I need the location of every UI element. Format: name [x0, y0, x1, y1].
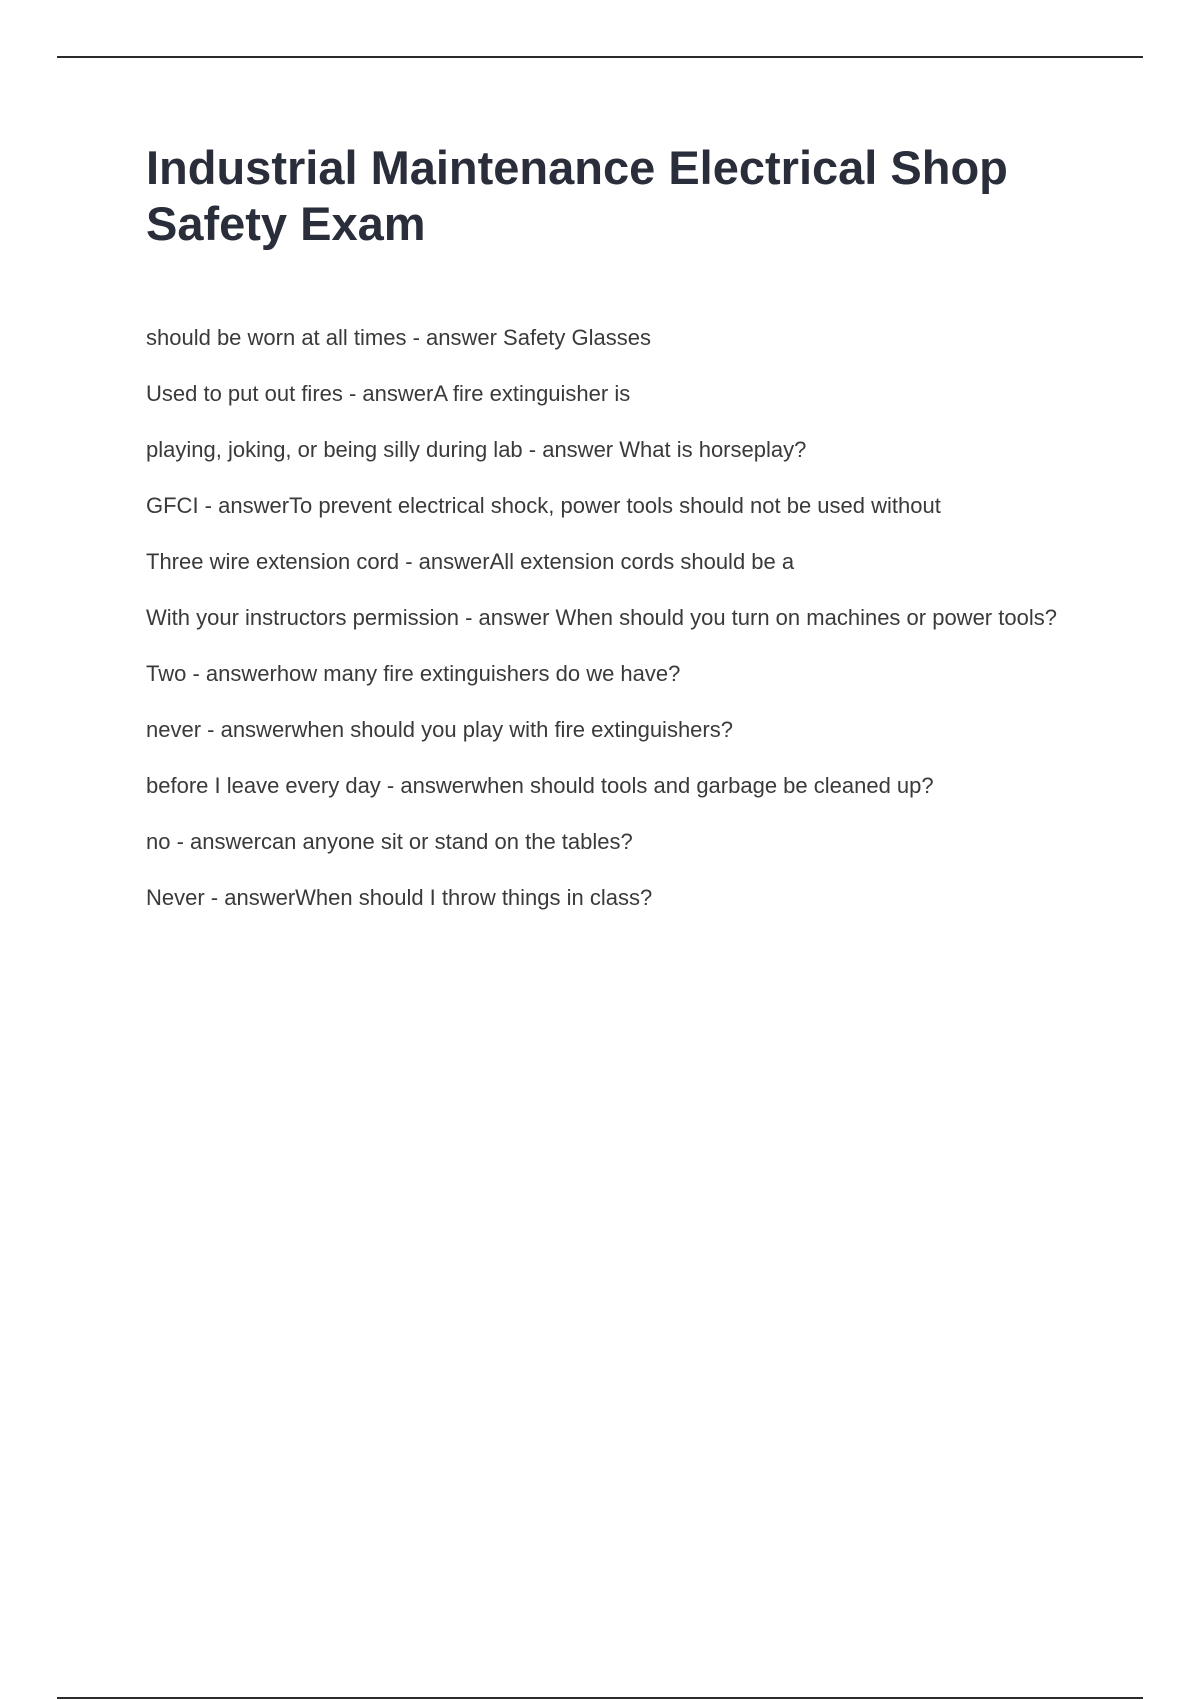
bottom-rule	[57, 1697, 1143, 1699]
qa-item: Two - answerhow many fire extinguishers do we have?	[146, 661, 681, 686]
qa-item: never - answerwhen should you play with fire extinguishers?	[146, 717, 733, 742]
qa-item: before I leave every day - answerwhen should tools and garbage be cleaned up?	[146, 773, 934, 798]
qa-list	[146, 324, 1086, 912]
qa-item: no - answercan anyone sit or stand on the tables?	[146, 829, 633, 854]
qa-item: should be worn at all times - answer Safety Glasses	[146, 325, 652, 350]
qa-item: playing, joking, or being silly during lab - answer What is horseplay?	[146, 437, 807, 462]
qa-item: Never - answerWhen should I throw things in class?	[146, 885, 653, 910]
document-body	[146, 140, 1086, 940]
qa-item: GFCI - answerTo prevent electrical shock, power tools should not be used without	[146, 493, 941, 518]
qa-item: Used to put out fires - answerA fire extinguisher is	[146, 381, 631, 406]
qa-item: With your instructors permission - answer When should you turn on machines or power tools?	[146, 605, 1057, 630]
document-title: Industrial Maintenance Electrical Shop Safety Exam	[146, 141, 1008, 250]
top-rule	[57, 56, 1143, 58]
qa-item: Three wire extension cord - answerAll extension cords should be a	[146, 549, 795, 574]
